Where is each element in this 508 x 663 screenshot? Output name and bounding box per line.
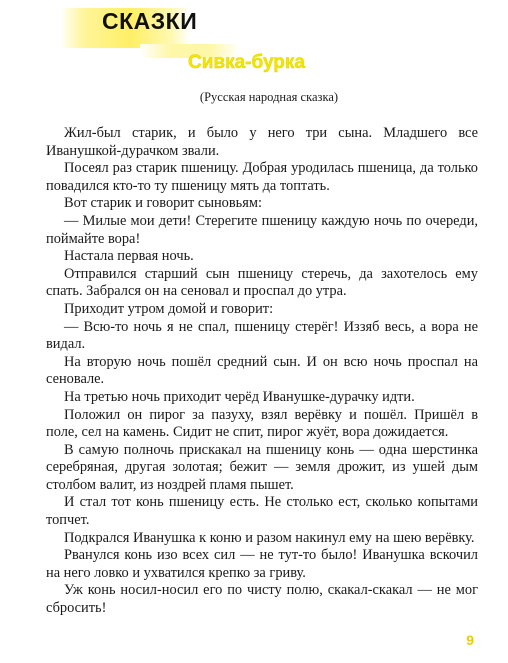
paragraph: На вторую ночь пошёл средний сын. И он всю ночь проспал на сеновале. [46,353,478,388]
paragraph: В самую полночь прискакал на пшеницу конь — одна шерстинка серебряная, другая золотая; бежит — земля дрожит, из ушей дым столбом валит, из ноздрей пламя пышет. [46,441,478,493]
paragraph: Настала первая ночь. [64,248,194,265]
paragraph: Жил-был старик, и было у него три сына. Младшего все Иванушкой-дурачком звали. [46,125,478,159]
paragraph: Посеял раз старик пшеницу. Добрая уродилась пшеница, да только повадился кто-то ту пшеницу мять да топтать. [46,160,478,194]
paragraph: — Всю-то ночь я не спал, пшеницу стерёг! Иззяб весь, а вора не видал. [46,318,478,353]
paragraph: Уж конь носил-носил его по чисту полю, скакал-скакал — не мог сбросить! [46,582,478,617]
paragraph: Подкрался Иванушка к коню и разом накинул ему на шею верёвку. [64,529,475,546]
story-text [46,125,478,618]
page-number: 9 [466,632,474,648]
paragraph: И стал тот конь пшеницу есть. Не столько ест, сколько копытами топчет. [46,494,478,529]
paragraph: Отправился старший сын пшеницу стеречь, да захотелось ему спать. Забрался он на сеновал и проспал до утра. [46,265,478,300]
paragraph: Положил он пирог за пазуху, взял верёвку и пошёл. Пришёл в поле, сел на камень. Сидит не спит, пирог жуёт, вора дожидается. [46,406,478,441]
paragraph: Вот старик и говорит сыновьям: [64,195,262,212]
paragraph: Приходит утром домой и говорит: [64,300,274,317]
section-title: СКАЗКИ [102,8,198,34]
paragraph: На третью ночь приходит черёд Иванушке-дурачку идти. [64,388,415,405]
story-title: Сивка-бурка [188,52,305,73]
story-subtitle: (Русская народная сказка) [199,90,339,104]
paragraph: — Милые мои дети! Стерегите пшеницу каждую ночь по очереди, поймайте вора! [46,212,478,247]
paragraph: Рванулся конь изо всех сил — не тут-то было! Иванушка вскочил на него ловко и ухватился крепко за гриву. [46,547,478,581]
